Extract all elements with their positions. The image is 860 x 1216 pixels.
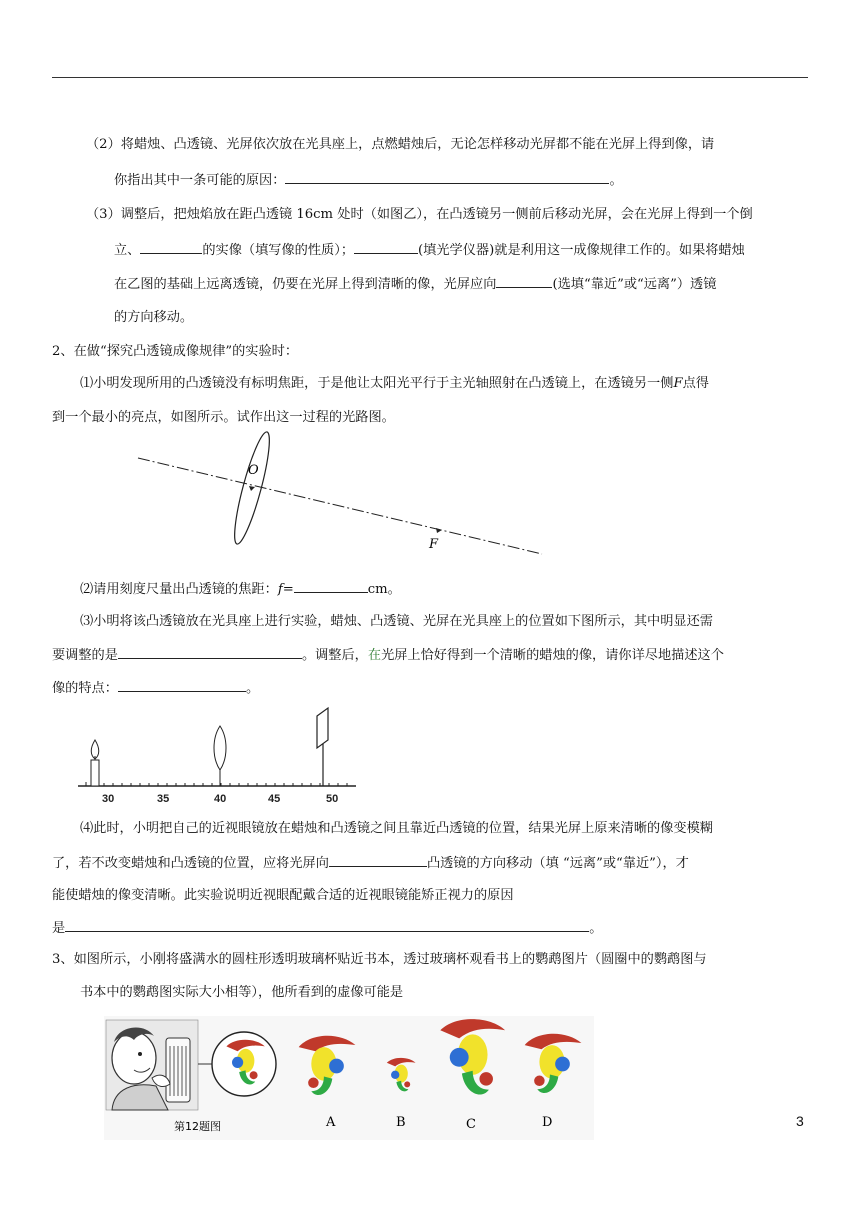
label-F: F bbox=[429, 537, 439, 552]
q2-s3-line1: ⑶小明将该凸透镜放在光具座上进行实验，蜡烛、凸透镜、光屏在光具座上的位置如下图所示，其中明显还需 bbox=[80, 614, 713, 629]
q2-s3-line2: 要调整的是 。调整后，在光屏上恰好得到一个清晰的蜡烛的像，请你详尽地描述这个 bbox=[52, 648, 724, 663]
answer-blank[interactable] bbox=[329, 854, 427, 867]
parrot-figure bbox=[104, 1016, 594, 1140]
q1-part2-line2: 你指出其中一条可能的原因： 。 bbox=[114, 173, 623, 188]
tick-40: 40 bbox=[214, 793, 227, 805]
answer-blank[interactable] bbox=[496, 275, 552, 288]
answer-blank[interactable] bbox=[354, 241, 418, 254]
q1-part3-line1: （3）调整后，把烛焰放在距凸透镜 16cm 处时（如图乙），在凸透镜另一侧前后移动光屏，会在光屏上得到一个倒 bbox=[86, 207, 753, 222]
answer-blank[interactable] bbox=[65, 919, 589, 932]
q2-s4-line1: ⑷此时，小明把自己的近视眼镜放在蜡烛和凸透镜之间且靠近凸透镜的位置，结果光屏上原来清晰的像变模糊 bbox=[80, 821, 713, 836]
answer-blank[interactable] bbox=[285, 171, 609, 184]
option-label-d: D bbox=[542, 1115, 553, 1130]
bench-convex-lens bbox=[214, 726, 226, 770]
tick-35: 35 bbox=[157, 793, 170, 805]
candle bbox=[91, 760, 99, 786]
q2-s2: ⑵请用刻度尺量出凸透镜的焦距：f= cm。 bbox=[80, 582, 401, 597]
light-screen bbox=[317, 708, 328, 748]
option-label-a: A bbox=[326, 1115, 336, 1130]
q2-s4-line4: 是 。 bbox=[52, 921, 603, 936]
q2-s4-line2: 了，若不改变蜡烛和凸透镜的位置，应将光屏向 凸透镜的方向移动（填 “远离”或“靠近”），才 bbox=[52, 856, 689, 871]
answer-blank[interactable] bbox=[118, 646, 302, 659]
q1-part3-line3: 在乙图的基础上远离透镜，仍要在光屏上得到清晰的像，光屏应向 (选填“靠近”或“远离”）透镜 bbox=[114, 277, 717, 292]
tick-30: 30 bbox=[102, 793, 115, 805]
q3-title-line1: 3、如图所示，小刚将盛满水的圆柱形透明玻璃杯贴近书本，透过玻璃杯观看书上的鹦鹉图片（圆圈中的鹦鹉图与 bbox=[52, 952, 707, 967]
q2-s4-line3: 能使蜡烛的像变清晰。此实验说明近视眼配戴合适的近视眼镜能矫正视力的原因 bbox=[52, 888, 514, 903]
tick-45: 45 bbox=[268, 793, 281, 805]
optical-center-mark bbox=[249, 486, 255, 491]
q3-title-line2: 书本中的鹦鹉图实际大小相等），他所看到的虚像可能是 bbox=[80, 985, 404, 1000]
q1-part3-line4: 的方向移动。 bbox=[114, 310, 194, 325]
answer-blank[interactable] bbox=[294, 580, 368, 593]
q2-s1-line1: ⑴小明发现所用的凸透镜没有标明焦距，于是他让太阳光平行于主光轴照射在凸透镜上，在透镜另一侧F点得 bbox=[80, 376, 709, 391]
optical-bench-diagram bbox=[72, 700, 362, 810]
option-label-c: C bbox=[466, 1117, 476, 1132]
lens-ray-diagram bbox=[130, 440, 560, 570]
q1-part2-line1: （2）将蜡烛、凸透镜、光屏依次放在光具座上，点燃蜡烛后，无论怎样移动光屏都不能在光屏上得到像，请 bbox=[86, 137, 715, 152]
header-rule bbox=[52, 77, 808, 78]
principal-axis bbox=[138, 458, 542, 554]
boy-with-glass-illustration bbox=[106, 1020, 212, 1110]
figure-caption: 第12题图 bbox=[174, 1120, 221, 1133]
answer-blank[interactable] bbox=[118, 679, 246, 692]
q2-s1-line2: 到一个最小的亮点，如图所示。试作出这一过程的光路图。 bbox=[52, 410, 395, 425]
focus-mark bbox=[436, 528, 442, 533]
q2-s3-line3: 像的特点： 。 bbox=[52, 681, 260, 696]
option-label-b: B bbox=[396, 1115, 406, 1130]
q1-part3-line2: 立、 的实像（填写像的性质）； (填光学仪器)就是利用这一成像规律工作的。如果将蜡烛 bbox=[114, 243, 745, 258]
answer-blank[interactable] bbox=[140, 241, 202, 254]
q2-title: 2、在做“探究凸透镜成像规律”的实验时： bbox=[52, 344, 299, 359]
tick-50: 50 bbox=[326, 793, 339, 805]
label-O: O bbox=[248, 463, 259, 478]
page-number: 3 bbox=[796, 1113, 804, 1129]
